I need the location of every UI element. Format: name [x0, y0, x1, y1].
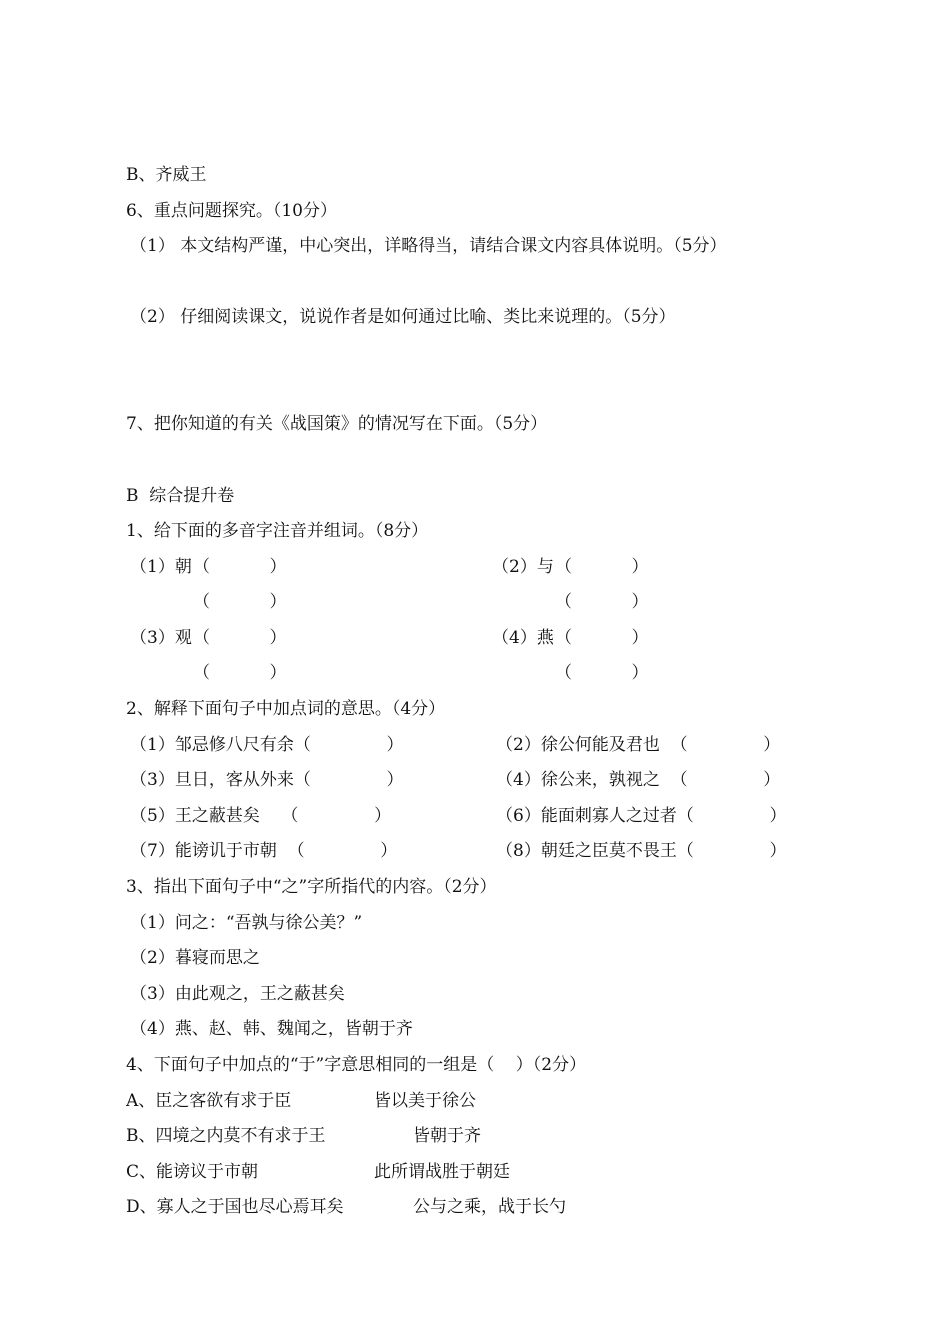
b-question-2-title: 2、解释下面句子中加点词的意思。（4分） [126, 699, 446, 719]
q1-item-2-label: （2）与 [492, 557, 554, 577]
b-question-1-title: 1、给下面的多音字注音并组词。（8分） [126, 521, 429, 541]
q3-item-2: （2）暮寝而思之 [130, 948, 260, 968]
q2-item-1: （1）邹忌修八尺有余（ ） [130, 735, 404, 755]
q1-item-1-blank-1: （ ） [193, 557, 287, 577]
q2-item-7: （7）能谤讥于市朝 （ ） [130, 841, 398, 861]
q1-item-3-label: （3）观 [130, 628, 192, 648]
q4-option-d: D、寡人之于国也尽心焉耳矣 [126, 1197, 344, 1217]
question-6-2: （2） 仔细阅读课文，说说作者是如何通过比喻、类比来说理的。（5分） [130, 307, 676, 327]
q2-item-6: （6）能面刺寡人之过者（ ） [496, 806, 787, 826]
q4-option-b-compare: 皆朝于齐 [413, 1126, 481, 1146]
b-question-4-title: 4、下面句子中加点的“于”字意思相同的一组是（ ）（2分） [126, 1055, 587, 1075]
q1-item-3-blank-1: （ ） [193, 628, 287, 648]
q2-item-8: （8）朝廷之臣莫不畏王（ ） [496, 841, 787, 861]
q1-item-4-label: （4）燕 [492, 628, 554, 648]
q2-item-3: （3）旦日，客从外来（ ） [130, 770, 404, 790]
question-6-title: 6、重点问题探究。（10分） [126, 201, 337, 221]
q2-item-4: （4）徐公来，孰视之 （ ） [496, 770, 781, 790]
q1-item-3-blank-2: （ ） [193, 663, 287, 683]
q3-item-3: （3）由此观之，王之蔽甚矣 [130, 984, 345, 1004]
question-6-1: （1） 本文结构严谨，中心突出，详略得当，请结合课文内容具体说明。（5分） [130, 236, 727, 256]
option-b-text: B、齐威王 [126, 165, 207, 185]
q3-item-1: （1）问之：“吾孰与徐公美？” [130, 913, 363, 933]
b-question-3-title: 3、指出下面句子中“之”字所指代的内容。（2分） [126, 877, 497, 897]
q1-item-4-blank-2: （ ） [555, 663, 649, 683]
question-7: 7、把你知道的有关《战国策》的情况写在下面。（5分） [126, 414, 548, 434]
q2-item-2: （2）徐公何能及君也 （ ） [496, 735, 781, 755]
q4-option-a: A、臣之客欲有求于臣 [126, 1091, 292, 1111]
q1-item-1-label: （1）朝 [130, 557, 192, 577]
q1-item-1-blank-2: （ ） [193, 592, 287, 612]
q1-item-4-blank-1: （ ） [555, 628, 649, 648]
q3-item-4: （4）燕、赵、韩、魏闻之，皆朝于齐 [130, 1019, 413, 1039]
q1-item-2-blank-2: （ ） [555, 592, 649, 612]
q1-item-2-blank-1: （ ） [555, 557, 649, 577]
q4-option-c: C、能谤议于市朝 [126, 1162, 259, 1182]
q4-option-d-compare: 公与之乘，战于长勺 [413, 1197, 566, 1217]
q4-option-b: B、四境之内莫不有求于王 [126, 1126, 326, 1146]
q4-option-a-compare: 皆以美于徐公 [374, 1091, 476, 1111]
q4-option-c-compare: 此所谓战胜于朝廷 [374, 1162, 510, 1182]
section-b-heading: B 综合提升卷 [126, 486, 235, 506]
q2-item-5: （5）王之蔽甚矣 （ ） [130, 806, 392, 826]
